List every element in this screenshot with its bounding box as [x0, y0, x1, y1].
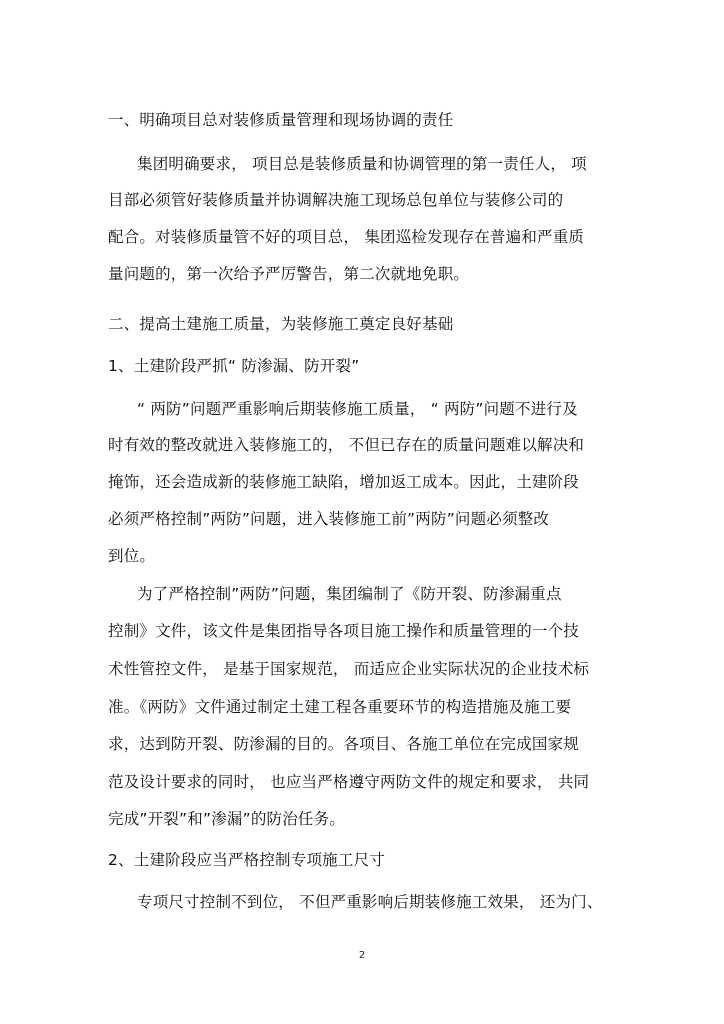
page-number: 2 [358, 950, 366, 961]
heading-1: 一、明确项目总对装修质量管理和现场协调的责任 [108, 111, 454, 129]
subheading-2: 2、土建阶段应当严格控制专项施工尺寸 [108, 851, 385, 869]
paragraph-line: 专项尺寸控制不到位， 不但严重影响后期装修施工效果， 还为门、 [137, 893, 603, 911]
paragraph-line: 求，达到防开裂、防渗漏的目的。各项目、各施工单位在完成国家规 [108, 735, 580, 753]
paragraph-line: 量问题的，第一次给予严厉警告，第二次就地免职。 [108, 265, 470, 283]
paragraph-line: 必须严格控制”两防”问题，进入装修施工前”两防”问题必须整改 [108, 510, 550, 528]
paragraph-line: 到位。 [108, 547, 156, 565]
subheading-1: 1、土建阶段严抓“ 防渗漏、防开裂” [108, 357, 360, 375]
paragraph-line: 准。《两防》文件通过制定土建工程各重要环节的构造措施及施工要 [108, 698, 572, 716]
paragraph-line: 控制》文件，该文件是集团指导各项目施工操作和质量管理的一个技 [108, 622, 580, 640]
paragraph-line: 掩饰，还会造成新的装修施工缺陷，增加返工成本。因此，土建阶段 [108, 473, 580, 491]
paragraph-line: “ 两防”问题严重影响后期装修施工质量， “ 两防”问题不进行及 [137, 400, 578, 418]
paragraph-line: 术性管控文件， 是基于国家规范， 而适应企业实际状况的企业技术标 [108, 660, 590, 678]
heading-2: 二、提高土建施工质量，为装修施工奠定良好基础 [108, 315, 454, 333]
paragraph-line: 时有效的整改就进入装修施工的， 不但已存在的质量问题难以解决和 [108, 436, 585, 454]
paragraph-line: 为了严格控制”两防”问题，集团编制了《防开裂、防渗漏重点 [137, 585, 562, 603]
paragraph-line: 集团明确要求， 项目总是装修质量和协调管理的第一责任人， 项 [137, 155, 587, 173]
paragraph-line: 目部必须管好装修质量并协调解决施工现场总包单位与装修公司的 [108, 191, 564, 209]
paragraph-line: 范及设计要求的同时， 也应当严格遵守两防文件的规定和要求， 共同 [108, 773, 590, 791]
paragraph-line: 配合。对装修质量管不好的项目总， 集团巡检发现存在普遍和严重质 [108, 228, 585, 246]
paragraph-line: 完成”开裂”和”渗漏”的防治任务。 [108, 810, 346, 828]
